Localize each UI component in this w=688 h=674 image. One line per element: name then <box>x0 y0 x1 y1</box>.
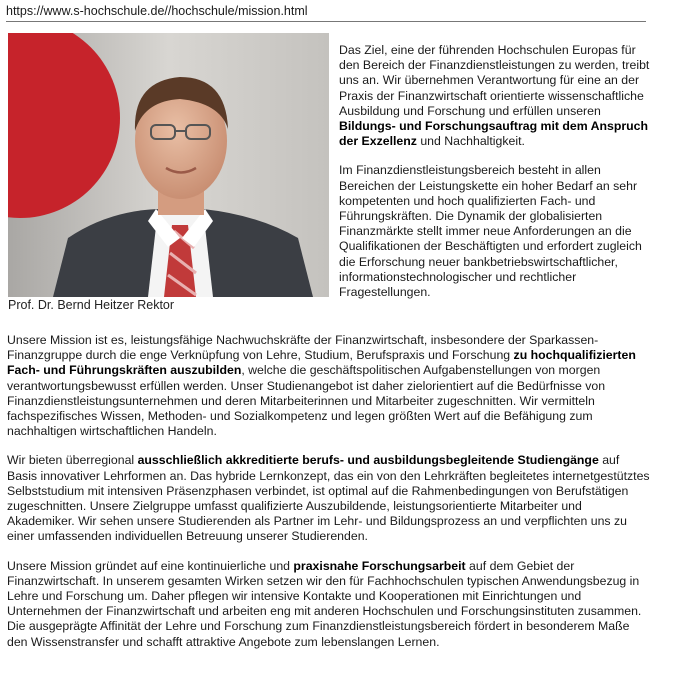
intro-paragraph-2: Im Finanzdienstleistungsbereich besteht in allen Bereichen der Leistungskette ein hoher Bedarf an sehr kompetenten und hoch qualifizierten Fach- und Führungskräften. Die Dynamik der globalisierten Finanzmärkte stellt immer neue Anforderungen an die Qualifikationen der Beschäftigten und erfordert zugleich die Erforschung neuer bankbetriebswirtschaftlicher, informationstechnologischer und rechtlicher Fragestellungen. <box>339 163 642 300</box>
photo-caption: Prof. Dr. Bernd Heitzer Rektor <box>8 298 175 312</box>
url-text: https://www.s-hochschule.de//hochschule/mission.html <box>6 4 308 18</box>
mission-paragraph-3: Unsere Mission gründet auf eine kontinuierliche und praxisnahe Forschungsarbeit auf dem Gebiet der Finanzwirtschaft. In unserem gesamten Wirken setzen wir den für Fachhochschulen typischen Anwendungsbezug in Lehre und Forschung um. Daher pflegen wir intensive Kontakte und Kooperationen mit Einrichtungen und Unternehmen der Finanzwirtschaft und arbeiten eng mit anderen Hochschulen und Forschungsinstituten zusammen. Die ausgeprägte Affinität der Lehre und Forschung zum Finanzdienstleistungsbereich fördert in besonderem Maße den Wissenstransfer und schafft attraktive Angebote zum lebenslangen Lernen. <box>7 558 642 649</box>
mission-paragraph-2: Wir bieten überregional ausschließlich akkreditierte berufs- und ausbildungsbegleitende Studiengänge auf Basis innovativer Lehrformen an. Das hybride Lernkonzept, das ein von den Lehrkräften begleitetes internetgestütztes Selbststudium mit intensiven Präsenzphasen verbindet, ist optimal auf die Rahmenbedingungen von Berufstätigen zugeschnitten. Unsere Zielgruppe umfasst qualifizierte Auszubildende, leistungsorientierte Mitarbeiter und Akademiker. Wir sehen unsere Studierenden als Partner im Lehr- und Bildungsprozess an und verpflichten uns zu einer umfassenden individuellen Betreuung unserer Studierenden. <box>7 453 650 544</box>
intro-text <box>339 43 655 314</box>
rector-photo <box>8 33 329 297</box>
mission-paragraph-1: Unsere Mission ist es, leistungsfähige Nachwuchskräfte der Finanzwirtschaft, insbesondere der Sparkassen-Finanzgruppe durch die enge Verknüpfung von Lehre, Studium, Berufspraxis und Forschung zu hochqualifizierten Fach- und Führungskräften auszubilden, welche die geschäftspolitischen Aufgabenstellungen von morgen verantwortungsbewusst erfüllen werden. Unser Studienangebot ist daher zielorientiert auf die Bedürfnisse von Finanzdienstleistungsunternehmen und deren Mitarbeiterinnen und Mitarbeiter zugeschnitten. Wir vermitteln fachspezifisches Wissen, Methoden- und Sozialkompetenz und legen größten Wert auf die Befähigung zum nachhaltigen wirtschaftlichen Handeln. <box>7 333 636 439</box>
intro-paragraph-1: Das Ziel, eine der führenden Hochschulen Europas für den Bereich der Finanzdienstleistungen zu werden, treibt uns an. Wir übernehmen Verantwortung für eine an der Praxis der Finanzwirtschaft orientierte wissenschaftliche Ausbildung und Forschung und erfüllen unseren Bildungs- und Forschungsauftrag mit dem Anspruch der Exzellenz und Nachhaltigkeit. <box>339 43 650 149</box>
url-bar[interactable] <box>6 4 646 22</box>
mission-text <box>7 333 650 664</box>
